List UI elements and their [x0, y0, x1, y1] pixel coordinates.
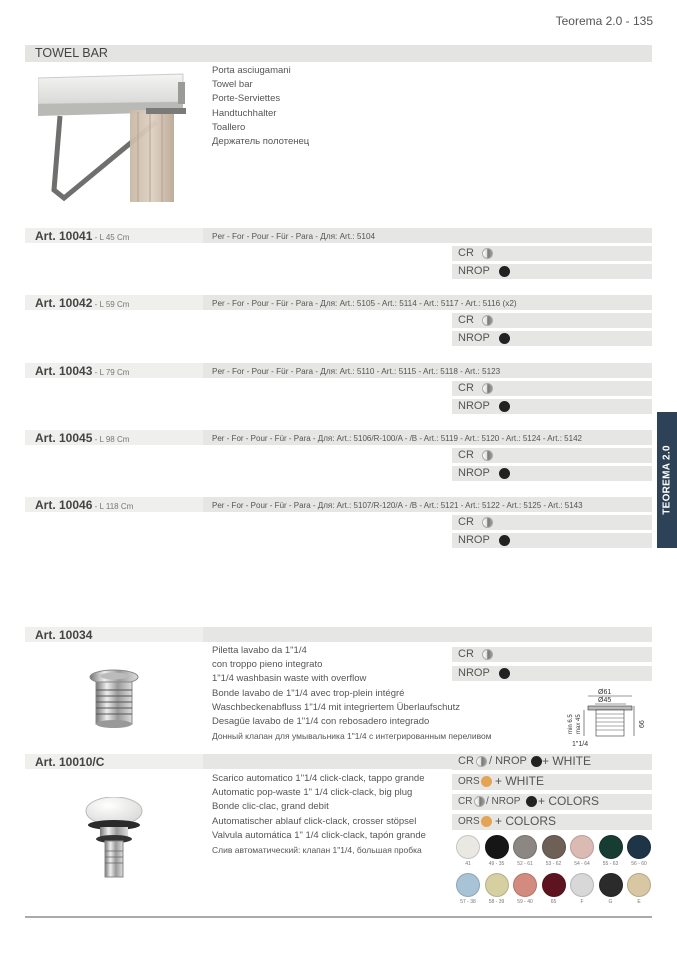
- waste-description: Piletta lavabo da 1"1/4 con troppo pieno integrato 1"1/4 washbasin waste with overflow Bonde lavabo de 1"1/4 avec trop-plein intégré Waschbeckenabfluss 1"1/4 mit integriertem Überlaufschutz Desagüe lavabo de 1"1/4 con rebosadero integrado Донный клапан для умывальника 1"1/4 с интегрированным переливом: [212, 645, 492, 742]
- compatibility: Per - For - Pour - Für - Para - Для: Art.: 5107/R-120/A - /B - Art.: 5121 - Art.: 5122 - Art.: 5125 - Art.: 5143: [212, 501, 583, 510]
- towel-bar-image: [38, 72, 188, 204]
- chrome-swatch-icon: [482, 649, 493, 660]
- chrome-swatch-icon: [482, 248, 493, 259]
- color-swatch[interactable]: [570, 835, 594, 859]
- compatibility: Per - For - Pour - Für - Para - Для: Art.: 5104: [212, 232, 376, 241]
- name-en: Towel bar: [212, 79, 253, 91]
- popup-description: Scarico automatico 1"1/4 click-clack, tappo grande Automatic pop-waste 1" 1/4 click-clack, big plug Bonde clic-clac, grand debit Automatischer ablauf click-clack, crosser stöpsel Valvula automática 1" 1/4 click-clack, tapón grande Слив автоматический: клапан 1"1/4, большая пробка: [212, 773, 426, 856]
- black-swatch-icon: [499, 333, 510, 344]
- towel-bar-names: [212, 64, 309, 149]
- finish-cr[interactable]: CR: [452, 515, 652, 530]
- finish-cr[interactable]: CR: [452, 448, 652, 463]
- dim-max: max 45: [576, 714, 582, 734]
- color-swatch[interactable]: [570, 873, 594, 897]
- color-swatch[interactable]: [599, 873, 623, 897]
- color-swatch-label: 65: [550, 899, 557, 905]
- color-swatch[interactable]: [627, 873, 651, 897]
- color-swatch-label: G: [608, 899, 613, 905]
- black-swatch-icon: [499, 468, 510, 479]
- color-swatch[interactable]: [485, 835, 509, 859]
- option-cr-nrop-white[interactable]: CR / NROP + WHITE: [452, 754, 652, 770]
- color-swatch-label: 54 - 64: [574, 861, 590, 867]
- side-tab[interactable]: [657, 412, 677, 548]
- color-swatch-label: F: [580, 899, 584, 905]
- finish-cr[interactable]: CR: [452, 313, 652, 328]
- black-swatch-icon: [499, 668, 510, 679]
- popup-waste-image: [84, 797, 144, 883]
- finish-nrop[interactable]: NROP: [452, 331, 652, 346]
- color-swatch[interactable]: [485, 873, 509, 897]
- compatibility: Per - For - Pour - Für - Para - Для: Art.: 5106/R-100/A - /B - Art.: 5119 - Art.: 5120 - Art.: 5124 - Art.: 5142: [212, 434, 582, 443]
- article-label: Art. 10010/C: [35, 755, 105, 769]
- section-title: TOWEL BAR: [35, 46, 108, 60]
- black-swatch-icon: [526, 796, 537, 807]
- color-swatch[interactable]: [456, 873, 480, 897]
- color-swatch-label: 56 - 60: [631, 861, 647, 867]
- dim-d2: Ø45: [598, 697, 612, 704]
- name-it: Porta asciugamani: [212, 65, 291, 76]
- option-ors-colors[interactable]: ORS + COLORS: [452, 814, 652, 830]
- color-swatch-label: 59 - 40: [517, 899, 533, 905]
- article-label: Art. 10042 - L 59 Cm: [35, 296, 130, 310]
- finish-cr[interactable]: CR: [452, 647, 652, 662]
- color-swatch[interactable]: [542, 873, 566, 897]
- chrome-swatch-icon: [476, 756, 487, 767]
- finish-nrop[interactable]: NROP: [452, 533, 652, 548]
- chrome-swatch-icon: [482, 315, 493, 326]
- color-swatch[interactable]: [456, 835, 480, 859]
- article-label: Art. 10045 - L 98 Cm: [35, 431, 130, 445]
- finish-nrop[interactable]: NROP: [452, 666, 652, 681]
- article-row: [25, 627, 652, 642]
- finish-nrop[interactable]: NROP: [452, 466, 652, 481]
- gold-swatch-icon: [481, 816, 492, 827]
- color-swatch[interactable]: [542, 835, 566, 859]
- side-tab-label: TEOREMA 2.0: [661, 445, 673, 515]
- finish-nrop[interactable]: NROP: [452, 399, 652, 414]
- chrome-swatch-icon: [482, 383, 493, 394]
- black-swatch-icon: [499, 535, 510, 546]
- black-swatch-icon: [499, 401, 510, 412]
- color-swatch[interactable]: [599, 835, 623, 859]
- compatibility: Per - For - Pour - Für - Para - Для: Art.: 5110 - Art.: 5115 - Art.: 5118 - Art.: 5123: [212, 367, 501, 376]
- color-swatch[interactable]: [513, 835, 537, 859]
- color-swatch-label: 41: [465, 861, 471, 867]
- dim-d1: Ø61: [598, 689, 612, 696]
- article-label: Art. 10046 - L 118 Cm: [35, 498, 134, 512]
- color-swatches: [452, 832, 652, 912]
- article-label: Art. 10034: [35, 628, 93, 642]
- dimension-drawing: [562, 686, 652, 750]
- name-de: Handtuchhalter: [212, 107, 277, 119]
- black-swatch-icon: [499, 266, 510, 277]
- finish-cr[interactable]: CR: [452, 246, 652, 261]
- waste-image: [88, 668, 140, 730]
- color-swatch-label: 58 - 39: [488, 899, 505, 905]
- compatibility: Per - For - Pour - Für - Para - Для: Art.: 5105 - Art.: 5114 - Art.: 5117 - Art.: 5116 (x2): [212, 299, 517, 308]
- chrome-swatch-icon: [474, 796, 485, 807]
- page-number: Teorema 2.0 - 135: [555, 14, 653, 28]
- bottom-divider: [25, 916, 652, 918]
- color-swatch[interactable]: [627, 835, 651, 859]
- section-header-towel-bar: [25, 45, 652, 62]
- gold-swatch-icon: [481, 776, 492, 787]
- chrome-swatch-icon: [482, 517, 493, 528]
- dim-min: min 6.5: [568, 714, 574, 734]
- option-ors-white[interactable]: ORS + WHITE: [452, 774, 652, 790]
- name-ru: Держатель полотенец: [212, 136, 310, 148]
- option-cr-nrop-colors[interactable]: CR / NROP + COLORS: [452, 794, 652, 810]
- color-swatch-label: 49 - 35: [488, 861, 505, 867]
- article-label: Art. 10041 - L 45 Cm: [35, 229, 130, 243]
- article-label: Art. 10043 - L 79 Cm: [35, 364, 130, 378]
- finish-cr[interactable]: CR: [452, 381, 652, 396]
- color-swatch-label: 52 - 61: [517, 861, 533, 867]
- color-swatch-label: E: [637, 899, 641, 905]
- color-swatch-label: 53 - 62: [545, 861, 562, 867]
- color-swatch[interactable]: [513, 873, 537, 897]
- color-swatch-label: 57 - 38: [460, 899, 476, 905]
- dim-thread: 1"1/4: [572, 741, 589, 748]
- name-es: Toallero: [212, 121, 246, 133]
- name-fr: Porte-Serviettes: [212, 93, 281, 105]
- chrome-swatch-icon: [482, 450, 493, 461]
- dim-height: 66: [639, 720, 646, 728]
- black-swatch-icon: [531, 756, 542, 767]
- color-swatch-label: 55 - 63: [602, 861, 619, 867]
- finish-nrop[interactable]: NROP: [452, 264, 652, 279]
